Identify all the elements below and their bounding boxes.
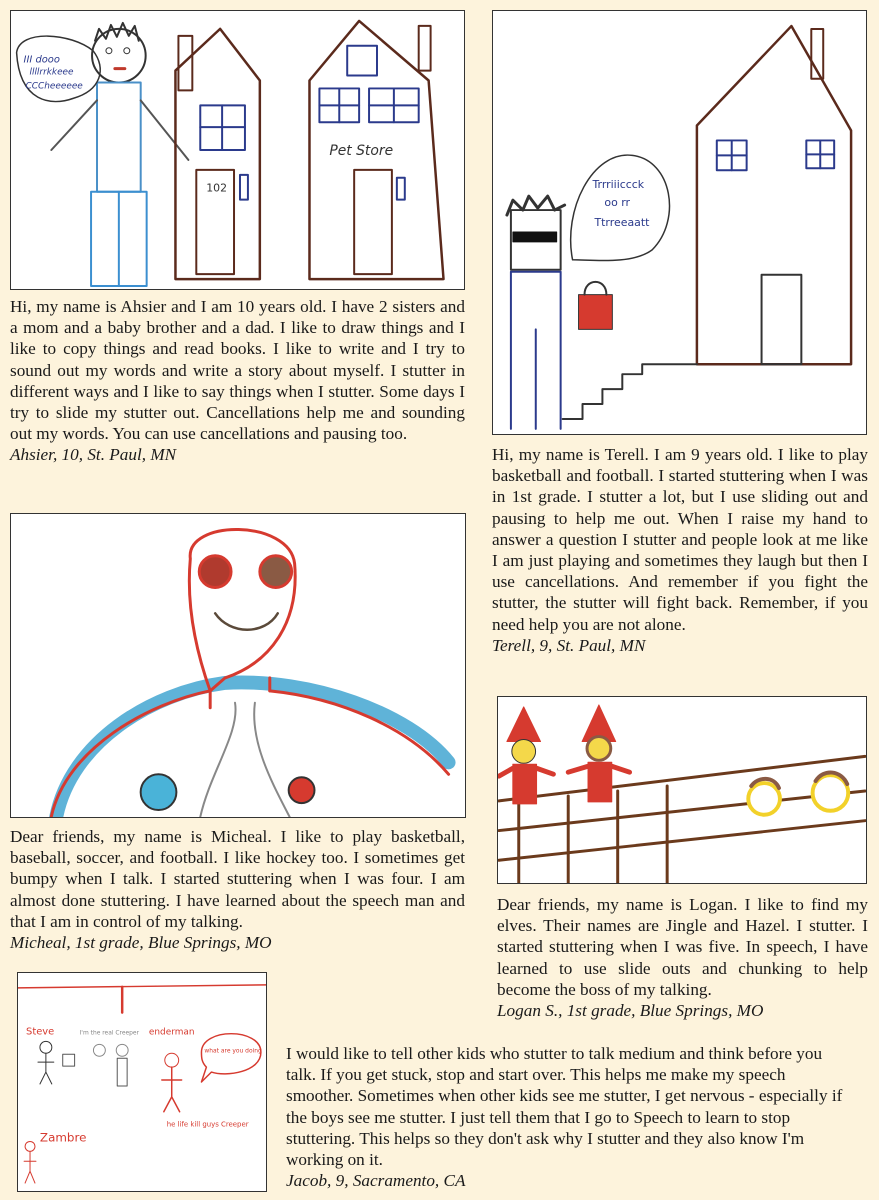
ahsier-speech-line1: III dooo: [23, 54, 60, 66]
logan-signature: Logan S., 1st grade, Blue Springs, MO: [497, 1001, 764, 1021]
micheal-body: Dear friends, my name is Micheal. I like to play basketball, baseball, soccer, and football. I like hockey too. I sometimes get bumpy when I talk. I started stuttering when I was four. I am almost done stuttering. I have learned about the speech man and that I am in control of my talking.: [10, 827, 465, 931]
ahsier-letter-text: [10, 296, 465, 466]
logan-drawing-svg: [498, 697, 866, 883]
terell-speech-line2: oo rr: [604, 196, 631, 210]
logan-body: Dear friends, my name is Logan. I like to find my elves. Their names are Jingle and Hazel. I stutter. I started stuttering when I was five. In speech, I have learned to use slide outs and chunking to help become the boss of my talking.: [497, 895, 868, 999]
ahsier-door-number: 102: [206, 181, 228, 195]
terell-speech-line1: Trrriiiccck: [592, 178, 645, 192]
jacob-label-enderman: enderman: [148, 1027, 195, 1038]
logan-drawing: [497, 696, 867, 884]
micheal-drawing-svg: [11, 514, 465, 817]
jacob-label-speech: what are you doing: [204, 1047, 262, 1055]
jacob-drawing-svg: [18, 973, 266, 1191]
terell-drawing-svg: [493, 11, 866, 434]
terell-signature: Terell, 9, St. Paul, MN: [492, 635, 646, 655]
logan-letter-text: [497, 894, 868, 1021]
jacob-label-creeper: I'm the real Creeper: [79, 1029, 140, 1037]
ahsier-speech-line2: llllrrkkeee: [29, 67, 74, 78]
jacob-drawing: [17, 972, 267, 1192]
ahsier-store-sign: Pet Store: [329, 142, 394, 159]
ahsier-drawing: [10, 10, 465, 290]
ahsier-speech-line3: CCCheeeeee: [25, 81, 83, 92]
ahsier-body: Hi, my name is Ahsier and I am 10 years old. I have 2 sisters and a mom and a baby brother and a dad. I like to draw things and I like to copy things and read books. I like to write and I try to sound out my words and write a story about myself. I stutter in different ways and I like to say things when I stutter. Some days I try to slide my stutter out. Cancellations help me and sounding out my words. You can use cancellations and pausing too.: [10, 297, 465, 444]
jacob-body: I would like to tell other kids who stutter to talk medium and think before you talk. If you get stuck, stop and start over. This helps me make my speech smoother. Sometimes when other kids see me stutter, I get nervous - especially if the boys see me stutter. I just tell them that I go to Speech to learn to stop stuttering. This helps so they don't ask why I stutter and they also know I'm working on it.: [286, 1044, 843, 1170]
terell-speech-line3: Ttrreeaatt: [594, 215, 650, 229]
jacob-label-zombie: Zambre: [39, 1130, 87, 1145]
micheal-drawing: [10, 513, 466, 818]
terell-drawing: [492, 10, 867, 435]
jacob-letter-text: [286, 1043, 846, 1191]
jacob-label-steve: Steve: [26, 1026, 55, 1038]
ahsier-drawing-svg: [11, 11, 464, 289]
micheal-signature: Micheal, 1st grade, Blue Springs, MO: [10, 933, 272, 953]
micheal-letter-text: [10, 826, 465, 953]
jacob-signature: Jacob, 9, Sacramento, CA: [286, 1171, 466, 1191]
ahsier-signature: Ahsier, 10, St. Paul, MN: [10, 445, 177, 465]
terell-body: Hi, my name is Terell. I am 9 years old. I like to play basketball and football. I started stuttering when I was in 1st grade. I stutter a lot, but I use sliding out and pausing to help me out. When I raise my hand to answer a question I stutter and people look at me like I am just playing and sometimes they laugh but then I use cancellations. And remember if you fight the stutter, the stutter will fight back. Remember, if you need help you are not alone.: [492, 445, 868, 634]
terell-letter-text: [492, 444, 868, 656]
jacob-label-guys: he life kill guys Creeper: [166, 1120, 249, 1129]
